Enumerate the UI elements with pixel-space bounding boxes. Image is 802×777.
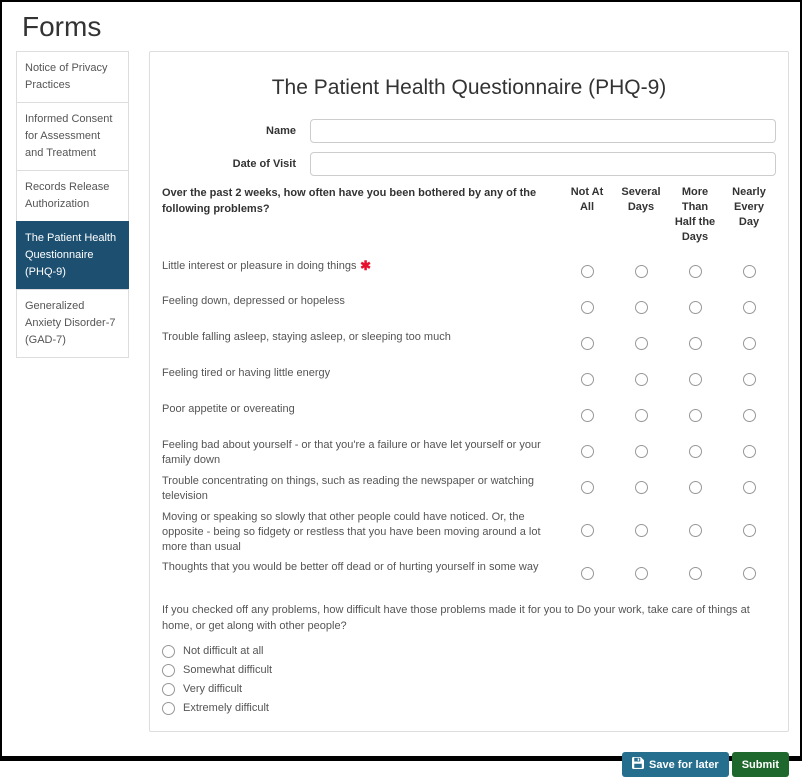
date-of-visit-field-row [162, 152, 776, 176]
question-1-radio-4[interactable] [743, 265, 756, 278]
option-cell [614, 361, 668, 397]
question-6-radio-2[interactable] [635, 445, 648, 458]
question-row-1 [162, 253, 776, 289]
question-7-radio-4[interactable] [743, 481, 756, 494]
question-row-8 [162, 505, 776, 555]
question-4-radio-1[interactable] [581, 373, 594, 386]
option-cell [668, 505, 722, 555]
option-cell [614, 397, 668, 433]
option-cell [560, 433, 614, 469]
save-icon [632, 757, 644, 772]
option-cell [614, 325, 668, 361]
matrix-header [162, 185, 776, 245]
option-cell [560, 505, 614, 555]
question-7-radio-2[interactable] [635, 481, 648, 494]
option-cell [722, 469, 776, 505]
option-cell [722, 555, 776, 591]
question-6-radio-3[interactable] [689, 445, 702, 458]
option-cell [560, 325, 614, 361]
option-cell [560, 361, 614, 397]
difficulty-radio-2[interactable] [162, 664, 175, 677]
question-text: Feeling bad about yourself - or that you're a failure or have let yourself or your family down [162, 439, 541, 466]
difficulty-option-label: Very difficult [183, 683, 243, 695]
question-row-4 [162, 361, 776, 397]
question-row-2 [162, 289, 776, 325]
option-cell [668, 555, 722, 591]
question-text: Little interest or pleasure in doing things ✱ [162, 258, 371, 273]
question-9-radio-1[interactable] [581, 567, 594, 580]
option-cell [560, 253, 614, 289]
phq9-form-panel [149, 51, 789, 732]
option-cell [614, 555, 668, 591]
submit-label: Submit [741, 758, 779, 771]
option-cell [560, 555, 614, 591]
question-7-radio-1[interactable] [581, 481, 594, 494]
option-cell [722, 397, 776, 433]
sidebar-item-3[interactable] [16, 170, 129, 222]
question-8-radio-1[interactable] [581, 524, 594, 537]
name-field-row [162, 119, 776, 143]
question-7-radio-3[interactable] [689, 481, 702, 494]
option-cell [668, 325, 722, 361]
sidebar-item-label: Informed Consent for Assessment and Treatment [25, 113, 113, 159]
option-cell [560, 397, 614, 433]
option-cell [722, 505, 776, 555]
question-row-5 [162, 397, 776, 433]
sidebar-item-label: Notice of Privacy Practices [25, 62, 108, 91]
question-4-radio-3[interactable] [689, 373, 702, 386]
question-row-6 [162, 433, 776, 469]
option-cell [560, 469, 614, 505]
question-text: Feeling down, depressed or hopeless [162, 295, 345, 307]
sidebar-item-4[interactable] [16, 221, 129, 290]
difficulty-option-label: Somewhat difficult [183, 664, 273, 676]
sidebar-item-label: Generalized Anxiety Disorder-7 (GAD-7) [25, 300, 116, 346]
question-5-radio-4[interactable] [743, 409, 756, 422]
form-title: The Patient Health Questionnaire (PHQ-9) [271, 76, 667, 99]
question-text: Moving or speaking so slowly that other people could have noticed. Or, the opposite - being so fidgety or restless that you have been moving around a lot more than usual [162, 511, 541, 553]
sidebar-item-2[interactable] [16, 102, 129, 171]
sidebar-item-label: Records Release Authorization [25, 181, 110, 210]
difficulty-option-label: Extremely difficult [183, 702, 269, 714]
difficulty-radio-1[interactable] [162, 645, 175, 658]
option-cell [668, 469, 722, 505]
question-8-radio-3[interactable] [689, 524, 702, 537]
page-title: Forms [22, 11, 102, 42]
option-cell [560, 289, 614, 325]
question-6-radio-4[interactable] [743, 445, 756, 458]
question-9-radio-2[interactable] [635, 567, 648, 580]
difficulty-option-3[interactable] [162, 683, 776, 696]
difficulty-prompt: If you checked off any problems, how difficult have those problems made it for you to Do your work, take care of things at home, or get along with other people? [162, 604, 750, 632]
submit-button[interactable] [732, 752, 789, 777]
option-cell [722, 361, 776, 397]
option-cell [668, 397, 722, 433]
save-for-later-label: Save for later [649, 758, 719, 771]
question-2-radio-3[interactable] [689, 301, 702, 314]
date-of-visit-input[interactable] [310, 152, 776, 176]
question-8-radio-2[interactable] [635, 524, 648, 537]
difficulty-options [162, 645, 776, 715]
question-1-radio-3[interactable] [689, 265, 702, 278]
question-4-radio-2[interactable] [635, 373, 648, 386]
date-of-visit-label: Date of Visit [232, 158, 296, 170]
option-cell [614, 253, 668, 289]
question-1-radio-1[interactable] [581, 265, 594, 278]
question-3-radio-2[interactable] [635, 337, 648, 350]
option-cell [614, 433, 668, 469]
layout [2, 51, 800, 732]
difficulty-radio-4[interactable] [162, 702, 175, 715]
difficulty-option-4[interactable] [162, 702, 776, 715]
question-rows [162, 253, 776, 591]
option-cell [668, 433, 722, 469]
question-text: Trouble falling asleep, staying asleep, or sleeping too much [162, 331, 451, 343]
question-text: Trouble concentrating on things, such as reading the newspaper or watching television [162, 475, 534, 502]
difficulty-radio-3[interactable] [162, 683, 175, 696]
sidebar-item-label: The Patient Health Questionnaire (PHQ-9) [25, 232, 117, 278]
option-cell [722, 325, 776, 361]
option-cell [614, 289, 668, 325]
question-1-radio-2[interactable] [635, 265, 648, 278]
question-3-radio-3[interactable] [689, 337, 702, 350]
sidebar-item-5[interactable] [16, 289, 129, 358]
option-cell [722, 289, 776, 325]
forms-sidebar [16, 51, 129, 358]
option-cell [722, 433, 776, 469]
difficulty-option-1[interactable] [162, 645, 776, 658]
column-header-several-days: Several Days [621, 186, 661, 213]
difficulty-option-label: Not difficult at all [183, 645, 264, 657]
column-header-not-at-all: Not At All [570, 186, 604, 213]
question-row-3 [162, 325, 776, 361]
question-5-radio-2[interactable] [635, 409, 648, 422]
required-asterisk: ✱ [356, 258, 371, 273]
question-2-radio-4[interactable] [743, 301, 756, 314]
question-row-9 [162, 555, 776, 591]
option-cell [668, 289, 722, 325]
matrix-prompt: Over the past 2 weeks, how often have you been bothered by any of the following problems? [162, 187, 537, 215]
question-3-radio-1[interactable] [581, 337, 594, 350]
question-text: Feeling tired or having little energy [162, 367, 331, 379]
name-input[interactable] [310, 119, 776, 143]
option-cell [668, 361, 722, 397]
option-cell [722, 253, 776, 289]
question-text: Thoughts that you would be better off dead or of hurting yourself in some way [162, 561, 539, 573]
save-for-later-button[interactable] [622, 752, 729, 777]
footer-actions [2, 752, 789, 777]
question-3-radio-4[interactable] [743, 337, 756, 350]
column-header-more-than-half-the-days: More Than Half the Days [674, 186, 716, 243]
option-cell [668, 253, 722, 289]
difficulty-option-2[interactable] [162, 664, 776, 677]
question-8-radio-4[interactable] [743, 524, 756, 537]
question-9-radio-3[interactable] [689, 567, 702, 580]
question-text: Poor appetite or overeating [162, 403, 295, 415]
question-row-7 [162, 469, 776, 505]
option-cell [614, 505, 668, 555]
name-label: Name [266, 125, 296, 137]
question-6-radio-1[interactable] [581, 445, 594, 458]
sidebar-item-1[interactable] [16, 51, 129, 103]
question-5-radio-3[interactable] [689, 409, 702, 422]
question-2-radio-1[interactable] [581, 301, 594, 314]
option-cell [614, 469, 668, 505]
question-9-radio-4[interactable] [743, 567, 756, 580]
question-4-radio-4[interactable] [743, 373, 756, 386]
question-2-radio-2[interactable] [635, 301, 648, 314]
question-5-radio-1[interactable] [581, 409, 594, 422]
column-header-nearly-every-day: Nearly Every Day [732, 186, 766, 228]
